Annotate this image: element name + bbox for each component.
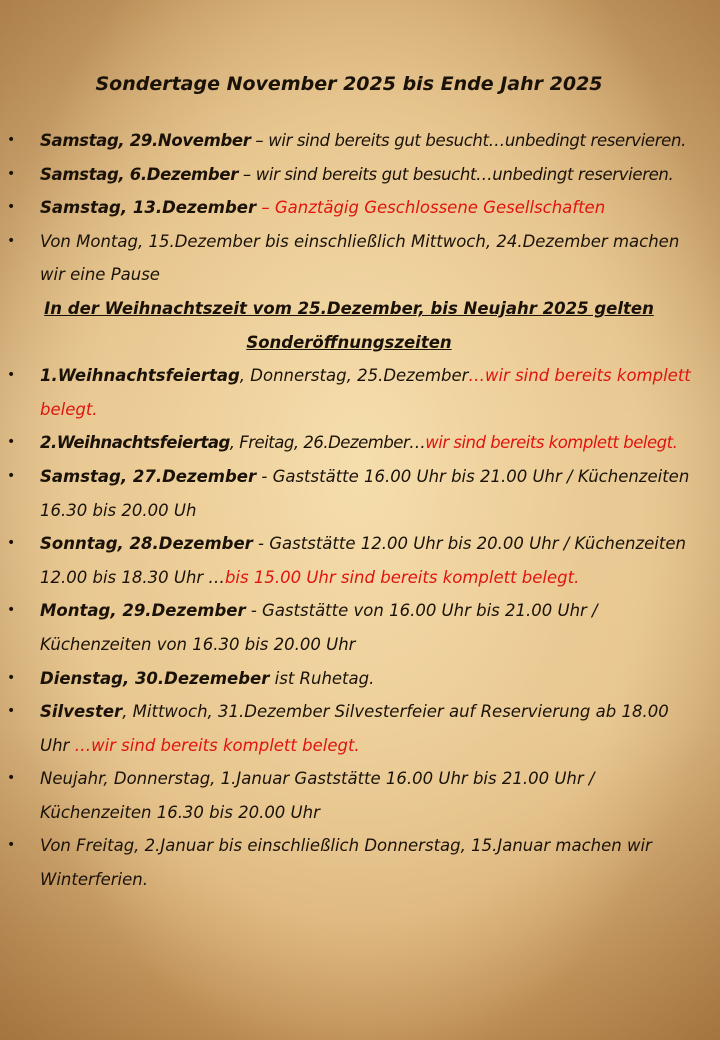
item-date: Montag, 29.Dezember <box>40 601 246 621</box>
bullet-icon: • <box>7 602 16 619</box>
item-date: Dienstag, 30.Dezemeber <box>40 668 270 688</box>
item-text: – wir sind bereits gut besucht…unbedingt reservieren. <box>238 164 674 184</box>
item-note-red: …wir sind bereits komplett belegt. <box>40 366 691 419</box>
bullet-icon: • <box>7 535 16 552</box>
bullet-icon: • <box>7 232 16 249</box>
item-date: Silvester <box>40 702 123 722</box>
item-note-red: bis 15.00 Uhr sind bereits komplett belegt. <box>224 567 580 587</box>
item-text: - Gaststätte 16.00 Uhr bis 21.00 Uhr / Küchenzeiten 16.30 bis 20.00 Uh <box>40 466 690 520</box>
list-item <box>0 762 720 829</box>
list-item <box>0 426 720 460</box>
list-item <box>0 594 720 661</box>
item-note-red: …wir sind bereits komplett belegt. <box>74 735 360 755</box>
item-text: Neujahr, Donnerstag, 1.Januar Gaststätte 16.00 Uhr bis 21.00 Uhr / Küchenzeiten 16.30 bis 20.00 Uhr <box>40 769 595 822</box>
bullet-icon: • <box>7 132 15 148</box>
list-item <box>0 829 720 896</box>
bullet-icon: • <box>7 434 15 451</box>
bullet-icon: • <box>7 703 16 720</box>
item-text: - Gaststätte 12.00 Uhr bis 20.00 Uhr / Küchenzeiten 12.00 bis 18.30 Uhr … <box>40 534 686 587</box>
list-item <box>0 662 720 696</box>
list-item <box>0 460 720 527</box>
list-item <box>0 124 720 158</box>
bullet-icon: • <box>7 837 16 854</box>
list-item <box>0 191 720 225</box>
item-text: – wir sind bereits gut besucht…unbedingt reservieren. <box>250 131 686 150</box>
item-text: , Freitag, 26.Dezember… <box>229 433 426 453</box>
item-text: - Gaststätte von 16.00 Uhr bis 21.00 Uhr / Küchenzeiten von 16.30 bis 20.00 Uhr <box>40 601 598 654</box>
item-date: 1.Weihnachtsfeiertag <box>40 366 240 386</box>
bullet-icon: • <box>7 669 16 686</box>
item-date: Samstag, 13.Dezember <box>40 198 257 218</box>
item-text: , Donnerstag, 25.Dezember <box>239 366 469 386</box>
item-date: Samstag, 6.Dezember <box>40 164 238 184</box>
section-heading: In der Weihnachtszeit vom 25.Dezember, bis Neujahr 2025 gelten Sonderöffnungszeiten <box>44 298 654 352</box>
list-item <box>0 527 720 594</box>
item-note-red: – Ganztägig Geschlossene Gesellschaften <box>256 198 606 218</box>
item-text: , Mittwoch, 31.Dezember Silvesterfeier auf Reservierung ab 18.00 Uhr <box>40 702 669 755</box>
item-text: Von Montag, 15.Dezember bis einschließlich Mittwoch, 24.Dezember machen wir eine Pause <box>40 231 680 285</box>
bullet-icon: • <box>7 770 16 787</box>
list-item <box>0 158 720 192</box>
item-date: Samstag, 27.Dezember <box>40 466 257 486</box>
item-text: ist Ruhetag. <box>269 668 375 688</box>
item-date: Sonntag, 28.Dezember <box>40 534 253 554</box>
item-date: 2.Weihnachtsfeiertag <box>40 433 230 453</box>
bullet-icon: • <box>7 467 16 484</box>
list-item <box>0 695 720 762</box>
bullet-icon: • <box>7 165 15 182</box>
page-title: Sondertage November 2025 bis Ende Jahr 2025 <box>95 73 603 95</box>
item-note-red: wir sind bereits komplett belegt. <box>425 433 678 453</box>
bullet-icon: • <box>7 367 16 384</box>
item-date: Samstag, 29.November <box>40 131 251 150</box>
item-text: Von Freitag, 2.Januar bis einschließlich Donnerstag, 15.Januar machen wir Winterferien. <box>40 836 652 890</box>
list-item <box>0 359 720 426</box>
bullet-icon: • <box>7 199 16 216</box>
schedule-list <box>0 124 720 897</box>
list-item <box>0 225 720 292</box>
